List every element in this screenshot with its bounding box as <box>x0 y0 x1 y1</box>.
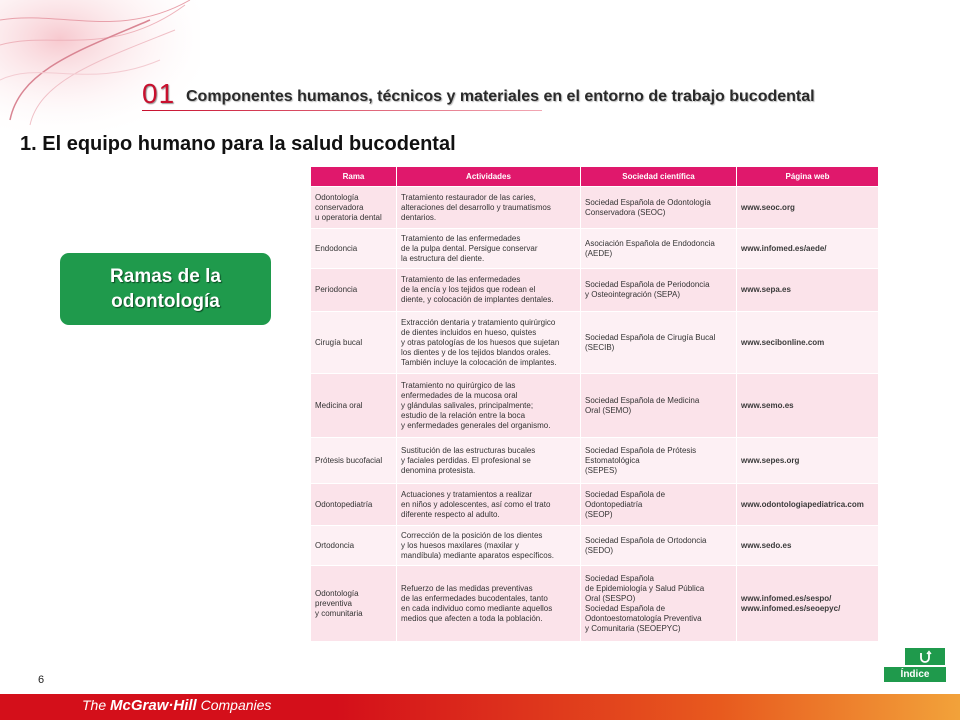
brand-suffix: Companies <box>196 697 272 713</box>
cell-sociedad: Sociedad Española de Prótesis Estomatológica (SEPES) <box>581 438 737 484</box>
cell-sociedad: Sociedad Española de Odontopediatría (SEOP) <box>581 484 737 526</box>
ramas-table <box>310 166 879 642</box>
cell-rama: Cirugía bucal <box>311 312 397 374</box>
table-header-row <box>311 167 879 187</box>
cell-rama: Ortodoncia <box>311 526 397 566</box>
cell-web-link[interactable]: www.secibonline.com <box>737 312 879 374</box>
table-row <box>311 438 879 484</box>
brand-prefix: The <box>82 697 111 713</box>
ramas-button[interactable] <box>60 253 271 325</box>
cell-actividades: Actuaciones y tratamientos a realizar en niños y adolescentes, así como el trato diferente respecto al adulto. <box>397 484 581 526</box>
column-header-web: Página web <box>737 167 879 187</box>
cell-sociedad: Sociedad Española de Periodoncia y Osteointegración (SEPA) <box>581 269 737 312</box>
cell-actividades: Sustitución de las estructuras bucales y faciales perdidas. El profesional se denomina protesista. <box>397 438 581 484</box>
cell-actividades: Tratamiento restaurador de las caries, alteraciones del desarrollo y traumatismos dentarios. <box>397 187 581 229</box>
column-header-rama: Rama <box>311 167 397 187</box>
cell-actividades: Tratamiento de las enfermedades de la pulpa dental. Persigue conservar la estructura del diente. <box>397 229 581 269</box>
table-row <box>311 374 879 438</box>
cell-rama: Endodoncia <box>311 229 397 269</box>
brand-name: McGraw·Hill <box>110 697 197 714</box>
cell-rama: Prótesis bucofacial <box>311 438 397 484</box>
cell-web-link[interactable]: www.odontologiapediatrica.com <box>737 484 879 526</box>
cell-web-link[interactable]: www.semo.es <box>737 374 879 438</box>
cell-web-link[interactable]: www.sepes.org <box>737 438 879 484</box>
cell-rama: Odontología conservadora u operatoria dental <box>311 187 397 229</box>
cell-actividades: Tratamiento de las enfermedades de la encía y los tejidos que rodean el diente, y colocación de implantes dentales. <box>397 269 581 312</box>
title-underline <box>142 110 542 111</box>
indice-label[interactable]: Índice <box>884 667 946 682</box>
cell-web-link[interactable]: www.infomed.es/sespo/ www.infomed.es/seoepyc/ <box>737 566 879 642</box>
cell-web-link[interactable]: www.sedo.es <box>737 526 879 566</box>
cell-sociedad: Sociedad Española de Odontología Conservadora (SEOC) <box>581 187 737 229</box>
cell-actividades: Tratamiento no quirúrgico de las enfermedades de la mucosa oral y glándulas salivales, principalmente; estudio de la relación entre la boca y enfermedades generales del organismo. <box>397 374 581 438</box>
indice-button[interactable] <box>884 648 946 683</box>
table-row <box>311 566 879 642</box>
cell-rama: Odontopediatría <box>311 484 397 526</box>
table-row <box>311 269 879 312</box>
cell-actividades: Extracción dentaria y tratamiento quirúrgico de dientes incluidos en hueso, quistes y otras patologías de los huesos que sujetan los dientes y de los tejidos blandos orales. También incluye la colocación de implantes. <box>397 312 581 374</box>
cell-rama: Odontología preventiva y comunitaria <box>311 566 397 642</box>
table-row <box>311 312 879 374</box>
ramas-button-label: Ramas de la odontología <box>110 266 221 312</box>
table-row <box>311 187 879 229</box>
publisher-logo <box>82 697 271 714</box>
cell-web-link[interactable]: www.seoc.org <box>737 187 879 229</box>
table-row <box>311 526 879 566</box>
cell-rama: Periodoncia <box>311 269 397 312</box>
column-header-actividades: Actividades <box>397 167 581 187</box>
cell-sociedad: Sociedad Española de Cirugía Bucal (SECIB) <box>581 312 737 374</box>
cell-actividades: Corrección de la posición de los dientes y los huesos maxilares (maxilar y mandíbula) mediante aparatos específicos. <box>397 526 581 566</box>
section-title: 1. El equipo humano para la salud bucodental <box>20 133 456 155</box>
cell-web-link[interactable]: www.sepa.es <box>737 269 879 312</box>
cell-sociedad: Sociedad Española de Ortodoncia (SEDO) <box>581 526 737 566</box>
table-row <box>311 229 879 269</box>
cell-sociedad: Sociedad Española de Epidemiología y Salud Pública Oral (SESPO) Sociedad Española de Odontoestomatología Preventiva y Comunitaria (SEOEPYC) <box>581 566 737 642</box>
cell-sociedad: Sociedad Española de Medicina Oral (SEMO) <box>581 374 737 438</box>
table-row <box>311 484 879 526</box>
footer-bar <box>0 694 960 720</box>
chapter-title: Componentes humanos, técnicos y materiales en el entorno de trabajo bucodental <box>186 88 815 105</box>
indice-icon-button[interactable] <box>905 648 945 665</box>
return-arrow-icon <box>918 650 932 664</box>
cell-web-link[interactable]: www.infomed.es/aede/ <box>737 229 879 269</box>
cell-sociedad: Asociación Española de Endodoncia (AEDE) <box>581 229 737 269</box>
cell-rama: Medicina oral <box>311 374 397 438</box>
column-header-sociedad: Sociedad científica <box>581 167 737 187</box>
chapter-number: 01 <box>142 78 176 109</box>
cell-actividades: Refuerzo de las medidas preventivas de las enfermedades bucodentales, tanto en cada individuo como mediante aquellos medios que afecten a toda la población. <box>397 566 581 642</box>
page-number: 6 <box>38 674 45 686</box>
